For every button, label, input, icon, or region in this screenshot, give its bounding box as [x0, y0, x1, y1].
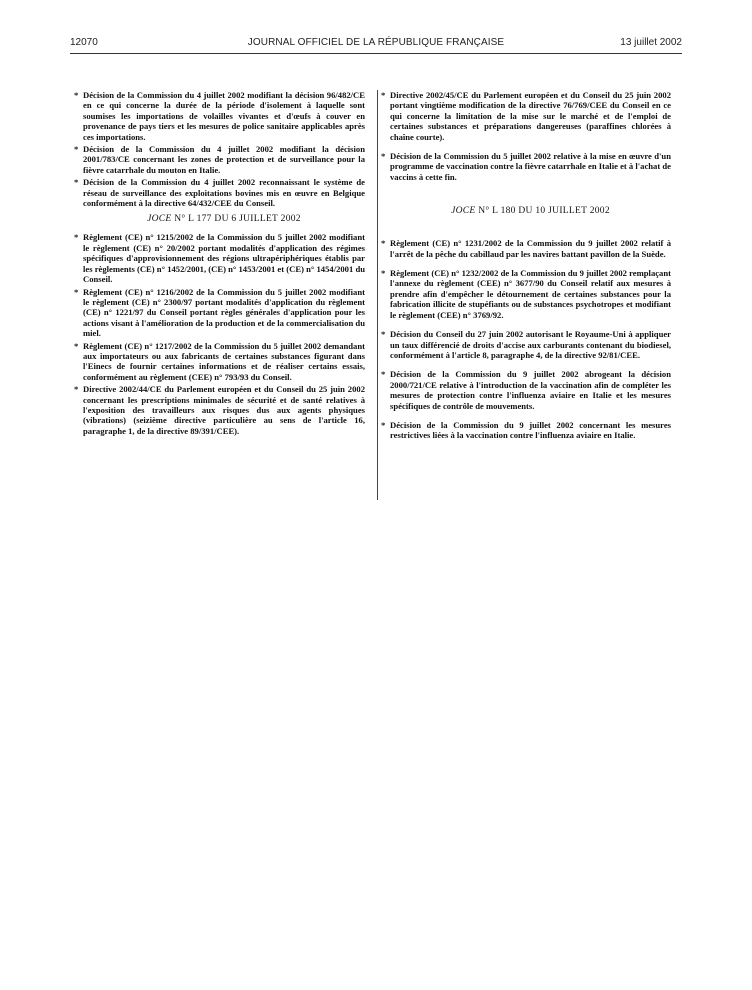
journal-title: JOURNAL OFFICIEL DE LA RÉPUBLIQUE FRANÇAISE: [247, 37, 505, 48]
joce-label: JOCE: [451, 206, 476, 217]
list-item: [74, 384, 365, 436]
list-item: [74, 90, 365, 142]
list-item: [381, 238, 671, 259]
bullet-star: *: [381, 90, 386, 100]
list-item: [381, 419, 671, 441]
list-item: [74, 340, 365, 383]
joce-label: JOCE: [147, 214, 172, 225]
bullet-star: *: [381, 238, 386, 249]
item-text: Règlement (CE) n° 1231/2002 de la Commission du 9 juillet 2002 relatif à l'arrêt de la pêche du cabillaud par les navires battant pavillon de la Suède.: [390, 238, 671, 259]
bullet-star: *: [74, 384, 79, 395]
item-text: Règlement (CE) n° 1217/2002 de la Commission du 5 juillet 2002 demandant aux importateurs ou aux fabricants de certaines substances figurant dans l'Einecs de fournir certaines informations et de réaliser certains essais, conformément au règlement (CEE) n° 793/93 du Conseil.: [83, 340, 365, 382]
bullet-star: *: [74, 144, 79, 155]
page-number: 12070: [70, 37, 98, 48]
right-column: [381, 90, 671, 450]
item-text: Décision de la Commission du 5 juillet 2002 relative à la mise en œuvre d'un programme de vaccination contre la fièvre catarrhale en Italie et à l'achat de vaccins à cette fin.: [390, 151, 671, 182]
column-divider: [377, 90, 378, 500]
item-text: Règlement (CE) n° 1216/2002 de la Commission du 5 juillet 2002 modifiant le règlement (CE) n° 2300/97 portant modalités d'application du règlement (CE) n° 1221/97 du Conseil portant règles générales d'application pour les actions visant à l'amélioration de la production et de la commercialisation du miel.: [83, 286, 365, 339]
bullet-star: *: [74, 340, 79, 351]
bullet-star: *: [74, 232, 79, 243]
list-item: [381, 369, 671, 411]
bullet-star: *: [381, 329, 386, 340]
item-text: Décision de la Commission du 4 juillet 2002 reconnaissant le système de réseau de surveillance des exploitations bovines mis en œuvre en Belgique conformément à la directive 64/432/CEE du Conseil.: [83, 177, 365, 209]
issue-heading: [390, 206, 671, 216]
issue-reference: N° L 180 DU 10 JUILLET 2002: [478, 206, 610, 217]
bullet-star: *: [74, 286, 79, 297]
item-text: Directive 2002/45/CE du Parlement européen et du Conseil du 25 juin 2002 portant vingtième modification de la directive 76/769/CEE du Conseil en ce qui concerne la limitation de la mise sur le marché et de l'emploi de certaines substances et préparations dangereuses (paraffines chlorées à chaîne courte).: [390, 90, 671, 142]
bullet-star: *: [381, 419, 386, 430]
bullet-star: *: [74, 90, 79, 100]
item-text: Règlement (CE) n° 1215/2002 de la Commission du 5 juillet 2002 modifiant le règlement (CE) n° 20/2002 portant modalités d'application des régimes spécifiques d'approvisionnement des régions ultrapériphériques établis par les règlements (CE) n° 1452/2001, (CE) n° 1453/2001 et (CE) n° 1454/2001 du Conseil.: [83, 232, 365, 285]
page-header: [70, 37, 682, 53]
list-item: [381, 90, 671, 142]
list-item: [74, 286, 365, 339]
item-text: Directive 2002/44/CE du Parlement européen et du Conseil du 25 juin 2002 concernant les prescriptions minimales de sécurité et de santé relatives à l'exposition des travailleurs aux risques dus aux agents physiques (vibrations) (seizième directive particulière au sens de l'article 16, paragraphe 1, de la directive 89/391/CEE).: [83, 384, 365, 436]
item-text: Décision de la Commission du 4 juillet 2002 modifiant la décision 2001/783/CE concernant les zones de protection et de surveillance pour la fièvre catarrhale du mouton en Italie.: [83, 144, 365, 175]
list-item: [74, 177, 365, 209]
header-rule: [70, 53, 682, 54]
bullet-star: *: [381, 151, 386, 162]
list-item: [74, 144, 365, 175]
item-text: Décision du Conseil du 27 juin 2002 autorisant le Royaume-Uni à appliquer un taux différencié de droits d'accise aux carburants contenant du biodiesel, conformément à l'article 8, paragraphe 4, de la directive 92/81/CEE.: [390, 329, 671, 360]
item-text: Décision de la Commission du 4 juillet 2002 modifiant la décision 96/482/CE en ce qui concerne la durée de la période d'isolement à laquelle sont soumises les importations de volailles vivantes et d'œufs à couver en provenance de pays tiers et les mesures de police sanitaire applicables après ces importations.: [83, 90, 365, 142]
bullet-star: *: [381, 268, 386, 279]
list-item: [381, 329, 671, 360]
bullet-star: *: [381, 369, 386, 380]
issue-reference: N° L 177 DU 6 JUILLET 2002: [174, 214, 301, 225]
list-item: [381, 151, 671, 182]
issue-date: 13 juillet 2002: [620, 37, 682, 48]
item-text: Règlement (CE) n° 1232/2002 de la Commission du 9 juillet 2002 remplaçant l'annexe du règlement (CEE) n° 3677/90 du Conseil relatif aux mesures à prendre afin d'empêcher le détournement de certaines substances pour la fabrication illicite de stupéfiants ou de substances psychotropes et modifiant le règlement (CEE) n° 3769/92.: [390, 268, 671, 320]
issue-heading: [83, 214, 365, 224]
item-text: Décision de la Commission du 9 juillet 2002 abrogeant la décision 2000/721/CE relative à l'introduction de la vaccination afin de compléter les mesures de protection contre l'influenza aviaire en Italie et les mesures spécifiques de contrôle de mouvements.: [390, 369, 671, 411]
list-item: [381, 268, 671, 320]
list-item: [74, 232, 365, 285]
bullet-star: *: [74, 177, 79, 188]
left-column: [74, 90, 365, 438]
item-text: Décision de la Commission du 9 juillet 2002 concernant les mesures restrictives liées à la vaccination contre l'influenza aviaire en Italie.: [390, 419, 671, 441]
